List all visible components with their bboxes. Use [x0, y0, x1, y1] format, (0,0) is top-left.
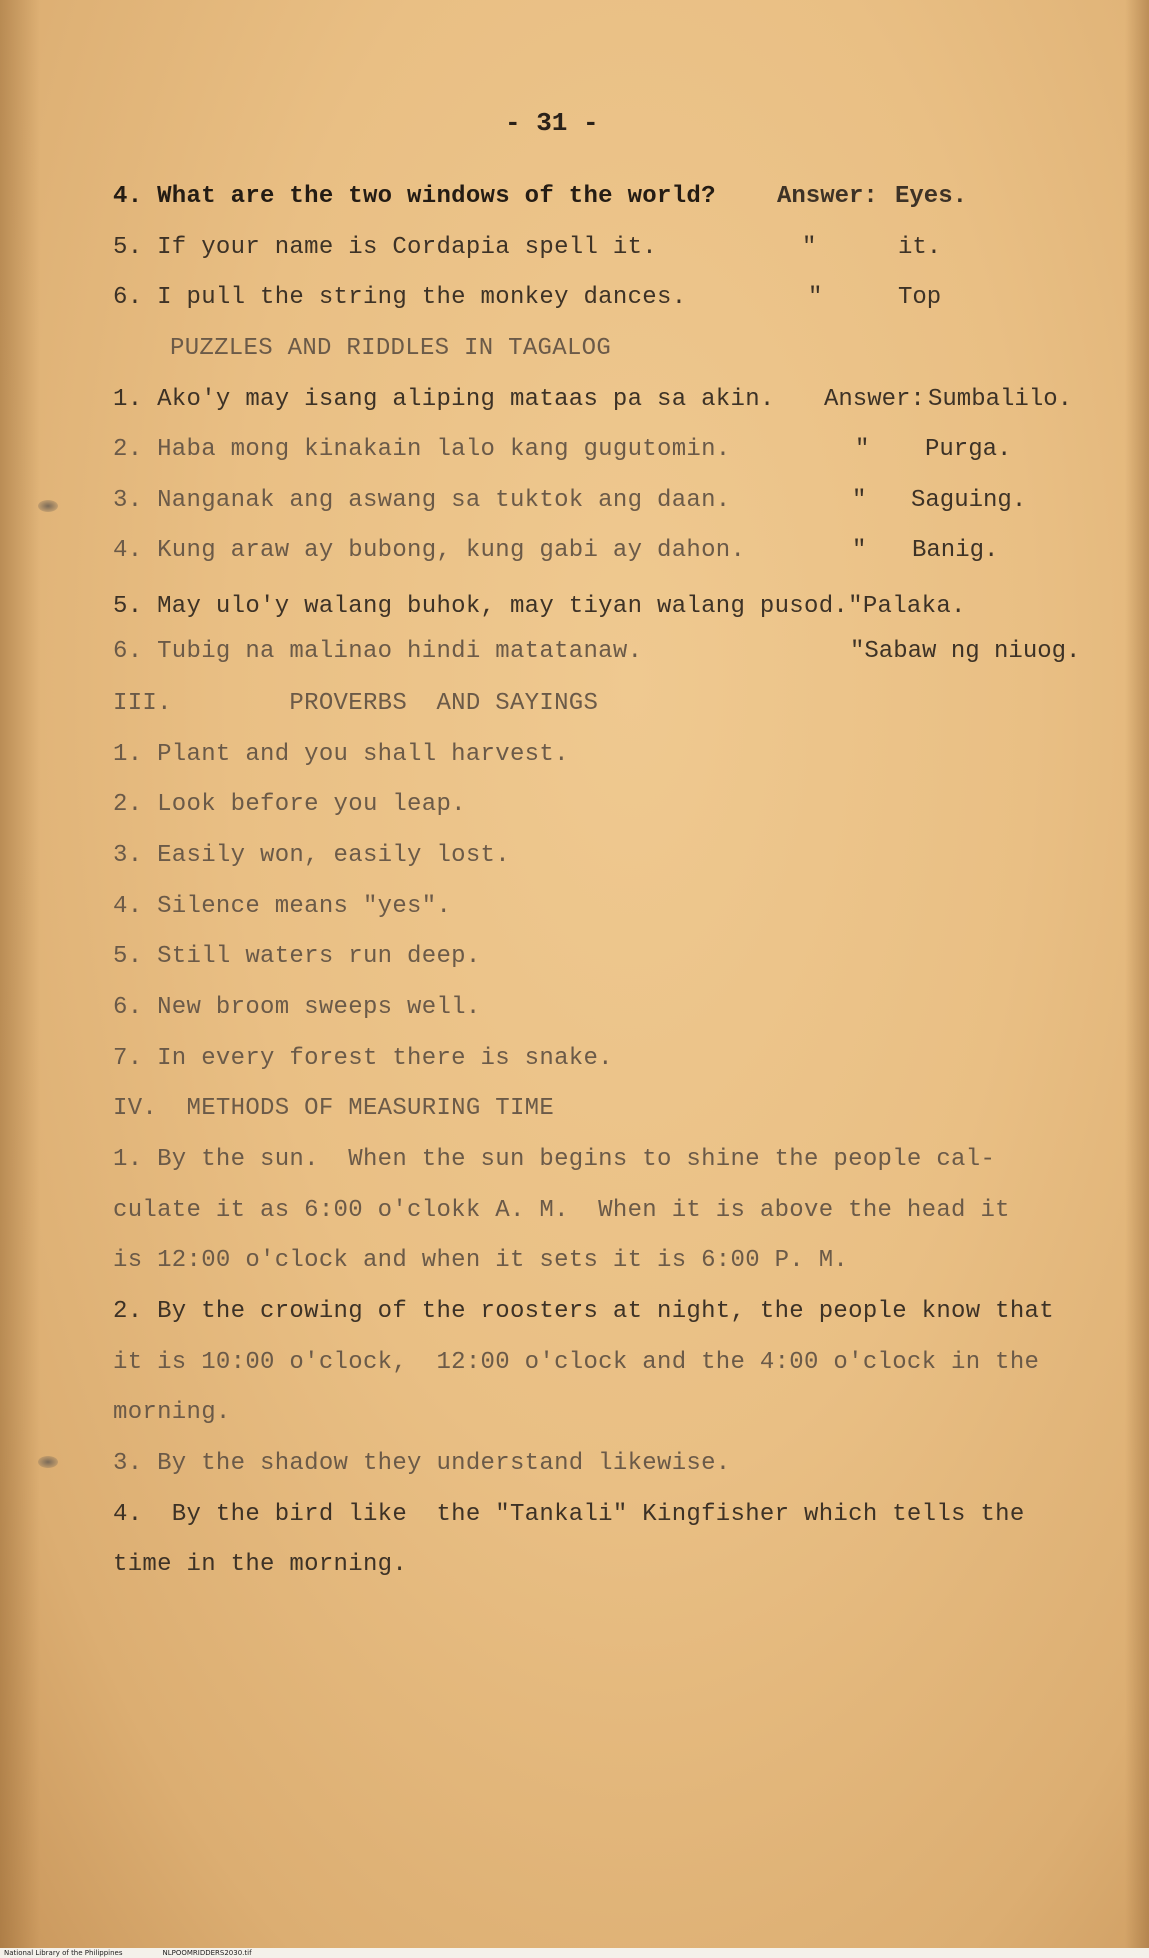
riddle-tagalog-3-answer: Saguing.: [911, 487, 1027, 514]
time-line-1: 1. By the sun. When the sun begins to shine the people cal-: [113, 1146, 996, 1173]
riddle-tagalog-3-ditto: ": [852, 487, 867, 514]
riddle-tagalog-4: 4. Kung araw ay bubong, kung gabi ay dahon.: [113, 537, 746, 564]
proverb-3: 3. Easily won, easily lost.: [113, 842, 510, 869]
footer-file: NLPOOMRIDDERS2030.tif: [162, 1949, 252, 1957]
riddle-tagalog-1-answer: Sumbalilo.: [928, 386, 1073, 413]
time-line-9: time in the morning.: [113, 1551, 408, 1578]
riddle-english-6-answer: Top: [898, 284, 942, 311]
riddle-tagalog-3: 3. Nanganak ang aswang sa tuktok ang daan.: [113, 487, 731, 514]
riddle-tagalog-2-ditto: ": [855, 436, 870, 463]
proverb-6: 6. New broom sweeps well.: [113, 994, 481, 1021]
riddle-tagalog-1: 1. Ako'y may isang aliping mataas pa sa akin.: [113, 386, 775, 413]
time-line-6: morning.: [113, 1399, 231, 1426]
riddle-tagalog-4-answer: Banig.: [912, 537, 999, 564]
heading-proverbs: III. PROVERBS AND SAYINGS: [113, 690, 599, 717]
riddle-english-5-answer: it.: [898, 234, 942, 261]
riddle-tagalog-4-ditto: ": [852, 537, 867, 564]
riddle-tagalog-5: 5. May ulo'y walang buhok, may tiyan walang pusod."Palaka.: [113, 593, 966, 620]
time-line-5: it is 10:00 o'clock, 12:00 o'clock and the 4:00 o'clock in the: [113, 1349, 1040, 1376]
riddle-tagalog-2: 2. Haba mong kinakain lalo kang gugutomin.: [113, 436, 731, 463]
heading-measuring-time: IV. METHODS OF MEASURING TIME: [113, 1095, 555, 1122]
time-line-4: 2. By the crowing of the roosters at night, the people know that: [113, 1298, 1054, 1325]
heading-tagalog-riddles: PUZZLES AND RIDDLES IN TAGALOG: [170, 335, 612, 362]
time-line-2: culate it as 6:00 o'clokk A. M. When it is above the head it: [113, 1197, 1010, 1224]
punch-hole-top: [38, 500, 58, 512]
proverb-4: 4. Silence means "yes".: [113, 893, 452, 920]
riddle-tagalog-6: 6. Tubig na malinao hindi matatanaw.: [113, 638, 643, 665]
proverb-7: 7. In every forest there is snake.: [113, 1045, 613, 1072]
footer-library: National Library of the Philippines: [4, 1949, 123, 1957]
scan-footer: [0, 1948, 1149, 1958]
proverb-5: 5. Still waters run deep.: [113, 943, 481, 970]
riddle-english-4-answer-label: Answer:: [777, 183, 878, 210]
page-number: - 31 -: [505, 108, 599, 138]
riddle-english-4-answer: Eyes.: [895, 183, 968, 210]
riddle-tagalog-1-answer-label: Answer:: [824, 386, 925, 413]
riddle-tagalog-6-answer: "Sabaw ng niuog.: [850, 638, 1081, 665]
riddle-english-4: 4. What are the two windows of the world?: [113, 183, 716, 210]
time-line-8: 4. By the bird like the "Tankali" Kingfisher which tells the: [113, 1501, 1025, 1528]
riddle-english-5: 5. If your name is Cordapia spell it.: [113, 234, 657, 261]
time-line-3: is 12:00 o'clock and when it sets it is 6:00 P. M.: [113, 1247, 849, 1274]
riddle-english-5-ditto: ": [802, 234, 817, 261]
time-line-7: 3. By the shadow they understand likewise.: [113, 1450, 731, 1477]
proverb-1: 1. Plant and you shall harvest.: [113, 741, 569, 768]
proverb-2: 2. Look before you leap.: [113, 791, 466, 818]
riddle-tagalog-2-answer: Purga.: [925, 436, 1012, 463]
riddle-english-6-ditto: ": [808, 284, 823, 311]
punch-hole-bottom: [38, 1456, 58, 1468]
riddle-english-6: 6. I pull the string the monkey dances.: [113, 284, 687, 311]
